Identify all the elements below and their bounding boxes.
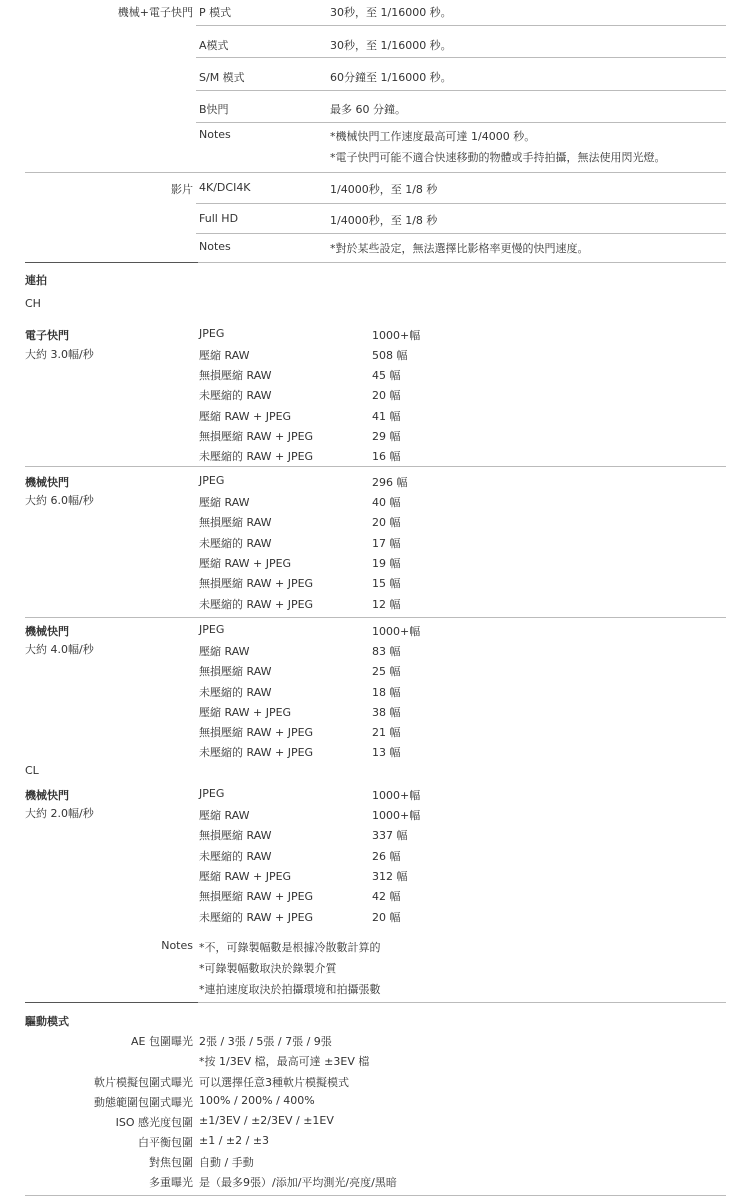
burst-count: 16 幅	[372, 450, 401, 463]
burst-count: 17 幅	[372, 537, 401, 550]
burst-count: 337 幅	[372, 829, 408, 842]
burst-count: 15 幅	[372, 577, 401, 590]
burst-count: 20 幅	[372, 516, 401, 529]
burst-format: JPEG	[199, 787, 225, 800]
burst-format: 無損壓縮 RAW	[199, 665, 272, 678]
divider	[196, 90, 726, 91]
drive-title: 驅動模式	[25, 1015, 69, 1028]
burst-format: 壓縮 RAW	[199, 809, 250, 822]
burst-format: 無損壓縮 RAW	[199, 516, 272, 529]
video-value-4k: 1/4000秒，至 1/8 秒	[330, 183, 438, 196]
shutter-value-a: 30秒，至 1/16000 秒。	[330, 39, 452, 52]
burst-format: 未壓縮的 RAW	[199, 389, 272, 402]
drive-label-focus: 對焦包圍	[149, 1156, 193, 1169]
divider	[25, 466, 726, 467]
burst-count: 13 幅	[372, 746, 401, 759]
burst-format: 無損壓縮 RAW + JPEG	[199, 726, 314, 739]
burst-format: 未壓縮的 RAW + JPEG	[199, 450, 314, 463]
burst-count: 12 幅	[372, 598, 401, 611]
divider	[198, 262, 726, 263]
burst-group-name: 電子快門	[25, 329, 69, 342]
divider	[196, 122, 726, 123]
drive-value-ae-note: *按 1/3EV 檔，最高可達 ±3EV 檔	[199, 1055, 370, 1068]
burst-format: 未壓縮的 RAW	[199, 537, 272, 550]
divider	[198, 1002, 726, 1003]
drive-label-film: 軟片模擬包圍式曝光	[94, 1076, 193, 1089]
divider	[196, 233, 726, 234]
divider	[196, 25, 726, 26]
burst-format: 無損壓縮 RAW	[199, 829, 272, 842]
video-value-fullhd: 1/4000秒，至 1/8 秒	[330, 214, 438, 227]
burst-count: 19 幅	[372, 557, 401, 570]
drive-value-iso: ±1/3EV / ±2/3EV / ±1EV	[199, 1114, 334, 1127]
burst-count: 25 幅	[372, 665, 401, 678]
burst-count: 21 幅	[372, 726, 401, 739]
burst-format: 壓縮 RAW	[199, 496, 250, 509]
shutter-notes-line2: *電子快門可能不適合快速移動的物體或手持拍攝，無法使用閃光燈。	[330, 151, 666, 164]
burst-format: 未壓縮的 RAW + JPEG	[199, 598, 314, 611]
burst-format: 壓縮 RAW + JPEG	[199, 870, 292, 883]
burst-group-speed: 大約 4.0幅/秒	[25, 643, 94, 656]
burst-group-name: 機械快門	[25, 476, 69, 489]
burst-cl-label: CL	[25, 764, 39, 777]
burst-title: 連拍	[25, 274, 47, 287]
burst-format: 未壓縮的 RAW + JPEG	[199, 911, 314, 924]
burst-count: 296 幅	[372, 476, 408, 489]
burst-format: 未壓縮的 RAW	[199, 850, 272, 863]
drive-label-ae: AE 包圍曝光	[131, 1035, 193, 1048]
burst-format: 壓縮 RAW	[199, 645, 250, 658]
burst-count: 20 幅	[372, 389, 401, 402]
burst-format: 壓縮 RAW	[199, 349, 250, 362]
burst-count: 26 幅	[372, 850, 401, 863]
burst-group-speed: 大約 2.0幅/秒	[25, 807, 94, 820]
shutter-mode-sm: S/M 模式	[199, 71, 245, 84]
burst-count: 1000+幅	[372, 809, 421, 822]
burst-format: 未壓縮的 RAW	[199, 686, 272, 699]
video-mode-fullhd: Full HD	[199, 212, 239, 225]
burst-count: 29 幅	[372, 430, 401, 443]
burst-group-speed: 大約 6.0幅/秒	[25, 494, 94, 507]
burst-count: 1000+幅	[372, 625, 421, 638]
burst-count: 1000+幅	[372, 789, 421, 802]
burst-ch-label: CH	[25, 297, 41, 310]
drive-value-multi: 是（最多9張）/添加/平均測光/亮度/黑暗	[199, 1176, 397, 1189]
burst-count: 1000+幅	[372, 329, 421, 342]
section-divider	[25, 262, 198, 263]
divider	[196, 57, 726, 58]
burst-note-3: *連拍速度取決於拍攝環境和拍攝張數	[199, 983, 381, 996]
drive-value-focus: 自動 / 手動	[199, 1156, 254, 1169]
burst-count: 18 幅	[372, 686, 401, 699]
divider	[196, 203, 726, 204]
burst-format: 壓縮 RAW + JPEG	[199, 410, 292, 423]
drive-value-wb: ±1 / ±2 / ±3	[199, 1134, 270, 1147]
video-notes-label: Notes	[199, 240, 231, 253]
burst-count: 20 幅	[372, 911, 401, 924]
burst-format: 未壓縮的 RAW + JPEG	[199, 746, 314, 759]
burst-format: 壓縮 RAW + JPEG	[199, 706, 292, 719]
video-mode-4k: 4K/DCI4K	[199, 181, 251, 194]
burst-group-name: 機械快門	[25, 789, 69, 802]
divider	[25, 617, 726, 618]
drive-value-ae: 2張 / 3張 / 5張 / 7張 / 9張	[199, 1035, 332, 1048]
section-divider	[25, 1002, 198, 1003]
shutter-value-sm: 60分鐘至 1/16000 秒。	[330, 71, 452, 84]
shutter-section-label: 機械+電子快門	[117, 6, 193, 19]
burst-count: 38 幅	[372, 706, 401, 719]
drive-label-wb: 白平衡包圍	[138, 1136, 193, 1149]
drive-label-iso: ISO 感光度包圍	[115, 1116, 193, 1129]
video-section-label: 影片	[171, 183, 193, 196]
shutter-notes-line1: *機械快門工作速度最高可達 1/4000 秒。	[330, 130, 536, 143]
video-notes-line: *對於某些設定，無法選擇比影格率更慢的快門速度。	[330, 242, 589, 255]
drive-label-dr: 動態範圍包圍式曝光	[94, 1096, 193, 1109]
burst-count: 312 幅	[372, 870, 408, 883]
burst-count: 45 幅	[372, 369, 401, 382]
burst-format: 無損壓縮 RAW + JPEG	[199, 430, 314, 443]
burst-count: 41 幅	[372, 410, 401, 423]
burst-count: 508 幅	[372, 349, 408, 362]
burst-group-speed: 大約 3.0幅/秒	[25, 348, 94, 361]
shutter-value-p: 30秒，至 1/16000 秒。	[330, 6, 452, 19]
drive-label-multi: 多重曝光	[149, 1176, 193, 1189]
burst-count: 42 幅	[372, 890, 401, 903]
burst-format: JPEG	[199, 623, 225, 636]
drive-value-dr: 100% / 200% / 400%	[199, 1094, 315, 1107]
burst-format: JPEG	[199, 327, 225, 340]
burst-count: 83 幅	[372, 645, 401, 658]
burst-notes-label: Notes	[161, 939, 193, 952]
shutter-mode-a: A模式	[199, 39, 229, 52]
shutter-value-b: 最多 60 分鐘。	[330, 103, 406, 116]
burst-format: 無損壓縮 RAW + JPEG	[199, 577, 314, 590]
burst-note-2: *可錄製幅數取決於錄製介質	[199, 962, 337, 975]
burst-group-name: 機械快門	[25, 625, 69, 638]
shutter-mode-b: B快門	[199, 103, 229, 116]
burst-format: 壓縮 RAW + JPEG	[199, 557, 292, 570]
burst-note-1: *不，可錄製幅數是根據冷散數計算的	[199, 941, 381, 954]
divider	[25, 1195, 726, 1196]
burst-count: 40 幅	[372, 496, 401, 509]
shutter-mode-p: P 模式	[199, 6, 232, 19]
shutter-notes-label: Notes	[199, 128, 231, 141]
divider	[25, 172, 726, 173]
burst-format: 無損壓縮 RAW + JPEG	[199, 890, 314, 903]
drive-value-film: 可以選擇任意3種軟片模擬模式	[199, 1076, 349, 1089]
burst-format: JPEG	[199, 474, 225, 487]
burst-format: 無損壓縮 RAW	[199, 369, 272, 382]
